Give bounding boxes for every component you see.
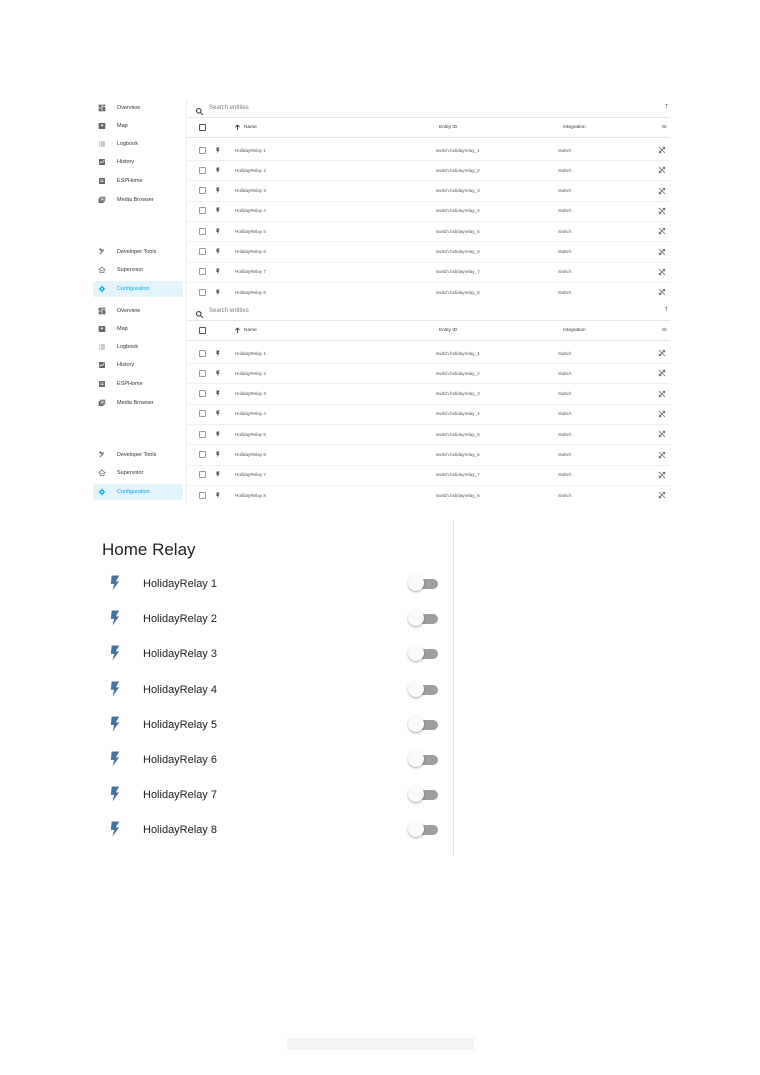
header-status[interactable]: St <box>662 124 667 130</box>
sidebar-item-label: Supervisor <box>117 470 144 476</box>
unavailable-status-icon <box>658 363 666 383</box>
unavailable-status-icon <box>658 343 666 363</box>
entity-id: switch.holidayrelay_5 <box>436 431 480 437</box>
sidebar-item-sidebar-items-5-label[interactable] <box>93 395 183 411</box>
logbook-icon <box>95 137 109 151</box>
cog-icon <box>95 485 109 499</box>
sidebar-item-label: Media Browser <box>117 197 154 203</box>
table-row[interactable] <box>187 160 670 181</box>
relay-toggle-switch[interactable] <box>408 716 438 733</box>
entity-integration: Switch <box>558 492 572 498</box>
sidebar-item-label: Logbook <box>117 344 139 350</box>
table-row[interactable] <box>187 363 670 384</box>
sidebar-item-label: Media Browser <box>117 400 154 406</box>
lightning-bolt-icon <box>216 363 220 383</box>
entity-integration: Switch <box>558 289 572 295</box>
entity-id: switch.holidayrelay_3 <box>436 188 480 194</box>
lightning-bolt-icon <box>216 262 220 282</box>
entity-name: HolidayRelay 7 <box>235 269 266 275</box>
sidebar-item-label: Overview <box>117 308 140 314</box>
lightning-bolt-icon <box>216 242 220 262</box>
header-status[interactable]: St <box>662 327 667 333</box>
card-title: Home Relay <box>102 540 196 559</box>
lightning-bolt-icon <box>216 384 220 404</box>
entities-panel-bottom <box>90 302 670 504</box>
header-integration[interactable]: Integration <box>563 327 586 333</box>
relay-toggle-switch[interactable] <box>408 645 438 662</box>
table-row[interactable] <box>187 201 670 222</box>
unavailable-status-icon <box>658 221 666 241</box>
history-icon <box>95 155 109 169</box>
header-entity-id[interactable]: Entity ID <box>439 124 458 130</box>
unavailable-status-icon <box>658 485 666 504</box>
table-row[interactable] <box>187 282 670 301</box>
search-input[interactable] <box>187 99 670 118</box>
entity-id: switch.holidayrelay_8 <box>436 492 480 498</box>
entity-name: HolidayRelay 5 <box>235 228 266 234</box>
unavailable-status-icon <box>658 160 666 180</box>
row-checkbox[interactable] <box>199 248 206 255</box>
home-assistant-icon <box>95 263 109 277</box>
lightning-bolt-icon <box>216 282 220 301</box>
sidebar-item-label: Logbook <box>117 141 139 147</box>
sidebar-item-label: Map <box>117 123 128 129</box>
relay-toggle-switch[interactable] <box>408 610 438 627</box>
entity-integration: Switch <box>558 249 572 254</box>
sidebar-item-sidebar-items-3-label[interactable] <box>93 154 183 170</box>
row-checkbox[interactable] <box>199 451 206 458</box>
arrow-up-icon <box>234 327 241 334</box>
lightning-bolt-icon <box>110 645 122 663</box>
sidebar-item-sidebar-items-1-label[interactable] <box>93 118 183 134</box>
unavailable-status-icon <box>658 282 666 301</box>
entity-id: switch.holidayrelay_8 <box>436 289 480 295</box>
table-row[interactable] <box>187 343 670 364</box>
unavailable-status-icon <box>658 181 666 201</box>
entity-name: HolidayRelay 8 <box>235 492 266 498</box>
entity-name: HolidayRelay 8 <box>235 289 266 295</box>
entity-integration: Switch <box>558 472 572 478</box>
entity-name: HolidayRelay 4 <box>235 208 266 214</box>
entity-name: HolidayRelay 5 <box>235 431 266 437</box>
select-all-checkbox[interactable] <box>199 124 206 131</box>
table-row[interactable] <box>187 465 670 486</box>
unavailable-status-icon <box>658 201 666 221</box>
table-row[interactable] <box>187 262 670 283</box>
lightning-bolt-icon <box>216 424 220 444</box>
sidebar <box>90 99 187 301</box>
entities-table <box>187 99 670 301</box>
entity-name[interactable]: HolidayRelay 2 <box>143 613 217 626</box>
lightning-bolt-icon <box>216 404 220 424</box>
sidebar-item-sidebar-items-5-label[interactable] <box>93 192 183 208</box>
row-checkbox[interactable] <box>199 410 206 417</box>
row-checkbox[interactable] <box>199 431 206 438</box>
entity-name[interactable]: HolidayRelay 7 <box>143 789 217 802</box>
entity-integration: Switch <box>558 147 572 153</box>
table-row[interactable] <box>187 424 670 445</box>
entity-row[interactable] <box>86 780 452 815</box>
sidebar-item-label: Map <box>117 326 128 332</box>
entity-row[interactable] <box>86 815 452 850</box>
entity-integration: Switch <box>558 452 572 457</box>
header-entity-id[interactable]: Entity ID <box>439 327 458 333</box>
home-assistant-icon <box>95 466 109 480</box>
table-row[interactable] <box>187 485 670 504</box>
media-browser-icon <box>95 193 109 207</box>
entity-name[interactable]: HolidayRelay 6 <box>143 754 217 766</box>
row-checkbox[interactable] <box>199 147 206 154</box>
row-checkbox[interactable] <box>199 370 206 377</box>
entity-integration: Switch <box>558 269 572 275</box>
lightning-bolt-icon <box>110 681 122 699</box>
entity-integration: Switch <box>558 411 572 417</box>
sidebar-item-sidebar-items-2-label[interactable] <box>93 136 183 152</box>
entity-id: switch.holidayrelay_4 <box>436 208 480 214</box>
lightning-bolt-icon <box>216 485 220 504</box>
sidebar-item-sidebar-bottom_items-0-label[interactable] <box>93 244 183 260</box>
sidebar-item-label: Configuration <box>117 286 150 292</box>
entity-id: switch.holidayrelay_2 <box>436 370 480 376</box>
relay-toggle-switch[interactable] <box>408 821 438 838</box>
entities-panel-top <box>90 99 670 301</box>
hammer-icon <box>95 245 109 259</box>
dashboard-icon <box>95 304 109 318</box>
sidebar-item-sidebar-items-3-label[interactable] <box>93 357 183 373</box>
media-browser-icon <box>95 396 109 410</box>
unavailable-status-icon <box>658 384 666 404</box>
entity-name[interactable]: HolidayRelay 5 <box>143 718 217 731</box>
entities-table <box>187 302 670 504</box>
sidebar-item-label: Overview <box>117 105 140 111</box>
filter-label[interactable]: T <box>664 307 668 313</box>
unavailable-status-icon <box>658 404 666 424</box>
row-checkbox[interactable] <box>199 289 206 296</box>
search-placeholder: Search entities <box>209 308 249 314</box>
lightning-bolt-icon <box>216 445 220 465</box>
sidebar-item-sidebar-items-4-label[interactable] <box>93 376 183 392</box>
cog-icon <box>95 282 109 296</box>
relay-toggle-switch[interactable] <box>408 786 438 803</box>
entity-name[interactable]: HolidayRelay 1 <box>143 578 217 590</box>
entity-integration: Switch <box>558 208 572 214</box>
sidebar-item-label: ESPHome <box>117 381 143 387</box>
entity-name: HolidayRelay 7 <box>235 472 266 478</box>
table-row[interactable] <box>187 140 670 161</box>
sort-name-header[interactable] <box>234 117 257 137</box>
sidebar-item-label: History <box>117 362 135 368</box>
select-all-checkbox[interactable] <box>199 327 206 334</box>
table-row[interactable] <box>187 404 670 425</box>
sidebar-item-sidebar-items-0-label[interactable] <box>93 100 183 116</box>
entity-integration: Switch <box>558 431 572 437</box>
sidebar-item-sidebar-items-2-label[interactable] <box>93 339 183 355</box>
entity-integration: Switch <box>558 188 572 194</box>
sidebar <box>90 302 187 504</box>
table-row[interactable] <box>187 181 670 202</box>
sidebar-item-sidebar-items-4-label[interactable] <box>93 173 183 189</box>
row-checkbox[interactable] <box>199 228 206 235</box>
footer-bar <box>287 1038 474 1050</box>
row-checkbox[interactable] <box>199 207 206 214</box>
map-icon <box>95 119 109 133</box>
history-icon <box>95 358 109 372</box>
toggle-thumb <box>408 575 424 591</box>
map-icon <box>95 322 109 336</box>
sidebar-item-sidebar-bottom_items-2-label[interactable] <box>93 484 183 500</box>
search-placeholder: Search entities <box>209 105 249 111</box>
lightning-bolt-icon <box>216 465 220 485</box>
entity-name: HolidayRelay 1 <box>235 147 266 153</box>
sidebar-item-label: Supervisor <box>117 267 144 273</box>
entity-name: HolidayRelay 3 <box>235 391 266 397</box>
table-row[interactable] <box>187 445 670 466</box>
unavailable-status-icon <box>658 140 666 160</box>
entity-id: switch.holidayrelay_4 <box>436 411 480 417</box>
lightning-bolt-icon <box>216 181 220 201</box>
sidebar-item-label: Developer Tools <box>117 452 157 458</box>
entity-row[interactable] <box>86 639 452 674</box>
toggle-thumb <box>408 751 424 767</box>
hammer-icon <box>95 448 109 462</box>
entity-integration: Switch <box>558 391 572 397</box>
sidebar-item-sidebar-bottom_items-0-label[interactable] <box>93 447 183 463</box>
relay-toggle-switch[interactable] <box>408 681 438 698</box>
table-header <box>187 117 670 138</box>
entity-row[interactable] <box>86 675 452 710</box>
entity-name: HolidayRelay 3 <box>235 188 266 194</box>
sidebar-item-label: ESPHome <box>117 178 143 184</box>
entity-id: switch.holidayrelay_1 <box>436 147 480 153</box>
toggle-thumb <box>408 716 424 732</box>
toggle-thumb <box>408 681 424 697</box>
row-checkbox[interactable] <box>199 492 206 499</box>
entity-id: switch.holidayrelay_2 <box>436 167 480 173</box>
table-row[interactable] <box>187 221 670 242</box>
entity-id: switch.holidayrelay_6 <box>436 452 480 457</box>
entity-row[interactable] <box>86 569 452 604</box>
row-checkbox[interactable] <box>199 350 206 357</box>
entity-row[interactable] <box>86 710 452 745</box>
entity-id: switch.holidayrelay_7 <box>436 269 480 275</box>
search-icon <box>195 306 205 316</box>
entity-name: HolidayRelay 6 <box>235 249 266 254</box>
unavailable-status-icon <box>658 424 666 444</box>
unavailable-status-icon <box>658 262 666 282</box>
entity-row[interactable] <box>86 745 452 780</box>
lightning-bolt-icon <box>110 716 122 734</box>
table-row[interactable] <box>187 242 670 263</box>
filter-label[interactable]: T <box>664 104 668 110</box>
lightning-bolt-icon <box>110 751 122 769</box>
lightning-bolt-icon <box>216 160 220 180</box>
relay-toggle-switch[interactable] <box>408 575 438 592</box>
entity-integration: Switch <box>558 370 572 376</box>
row-checkbox[interactable] <box>199 390 206 397</box>
esphome-icon <box>95 174 109 188</box>
unavailable-status-icon <box>658 445 666 465</box>
arrow-up-icon <box>234 124 241 131</box>
entity-name[interactable]: HolidayRelay 4 <box>143 683 217 696</box>
header-name: Name <box>244 327 257 333</box>
sidebar-item-sidebar-bottom_items-1-label[interactable] <box>93 262 183 278</box>
esphome-icon <box>95 377 109 391</box>
sidebar-item-label: Developer Tools <box>117 249 157 255</box>
entity-name[interactable]: HolidayRelay 3 <box>143 648 217 661</box>
entity-row[interactable] <box>86 604 452 639</box>
entity-name: HolidayRelay 4 <box>235 411 266 417</box>
row-checkbox[interactable] <box>199 187 206 194</box>
entity-name: HolidayRelay 1 <box>235 350 266 356</box>
entity-integration: Switch <box>558 350 572 356</box>
lightning-bolt-icon <box>110 575 122 593</box>
search-input[interactable] <box>187 302 670 321</box>
sidebar-item-sidebar-bottom_items-2-label[interactable] <box>93 281 183 297</box>
sort-name-header[interactable] <box>234 320 257 340</box>
lightning-bolt-icon <box>216 343 220 363</box>
entity-id: switch.holidayrelay_1 <box>436 350 480 356</box>
lightning-bolt-icon <box>110 786 122 804</box>
sidebar-item-label: History <box>117 159 135 165</box>
home-relay-card <box>86 520 454 856</box>
lightning-bolt-icon <box>110 821 122 839</box>
lightning-bolt-icon <box>216 140 220 160</box>
row-checkbox[interactable] <box>199 268 206 275</box>
header-name: Name <box>244 124 257 130</box>
relay-toggle-switch[interactable] <box>408 751 438 768</box>
header-integration[interactable]: Integration <box>563 124 586 130</box>
entity-name: HolidayRelay 2 <box>235 370 266 376</box>
entity-name[interactable]: HolidayRelay 8 <box>143 824 217 837</box>
entity-id: switch.holidayrelay_6 <box>436 249 480 254</box>
table-header <box>187 320 670 341</box>
entity-id: switch.holidayrelay_7 <box>436 472 480 478</box>
lightning-bolt-icon <box>216 201 220 221</box>
unavailable-status-icon <box>658 242 666 262</box>
unavailable-status-icon <box>658 465 666 485</box>
entity-name: HolidayRelay 2 <box>235 167 266 173</box>
lightning-bolt-icon <box>110 610 122 628</box>
logbook-icon <box>95 340 109 354</box>
sidebar-item-sidebar-items-0-label[interactable] <box>93 303 183 319</box>
entity-integration: Switch <box>558 228 572 234</box>
lightning-bolt-icon <box>216 221 220 241</box>
sidebar-item-label: Configuration <box>117 489 150 495</box>
dashboard-icon <box>95 101 109 115</box>
sidebar-item-sidebar-items-1-label[interactable] <box>93 321 183 337</box>
entity-id: switch.holidayrelay_5 <box>436 228 480 234</box>
table-row[interactable] <box>187 384 670 405</box>
entity-integration: Switch <box>558 167 572 173</box>
row-checkbox[interactable] <box>199 471 206 478</box>
entity-id: switch.holidayrelay_3 <box>436 391 480 397</box>
search-icon <box>195 103 205 113</box>
sidebar-item-sidebar-bottom_items-1-label[interactable] <box>93 465 183 481</box>
entity-name: HolidayRelay 6 <box>235 452 266 457</box>
row-checkbox[interactable] <box>199 167 206 174</box>
